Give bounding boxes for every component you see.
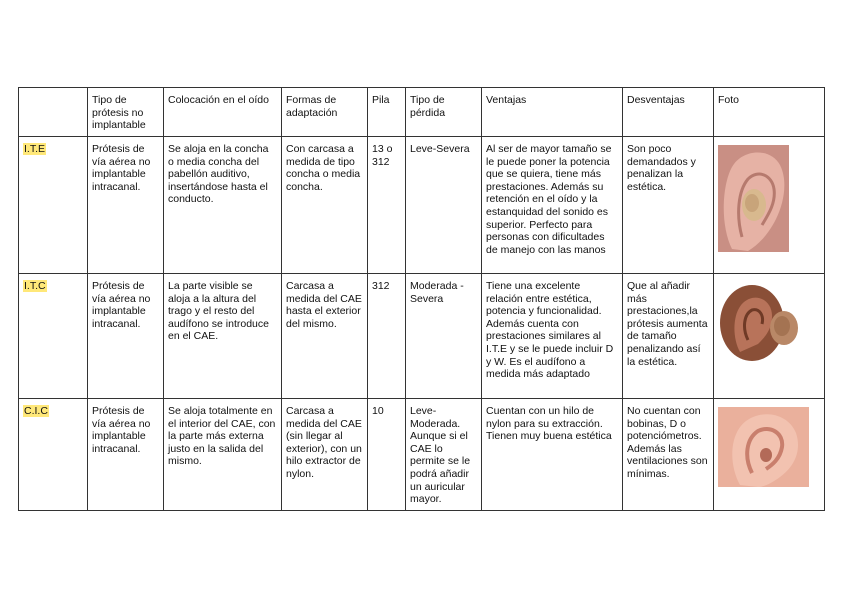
tipo-cell: Prótesis de vía aérea no implantable intracanal. — [88, 274, 164, 399]
foto-cell — [714, 274, 825, 399]
ventajas-cell: Cuentan con un hilo de nylon para su extracción. Tienen muy buena estética — [482, 399, 623, 511]
tipo-cell: Prótesis de vía aérea no implantable intracanal. — [88, 399, 164, 511]
desventajas-cell: Son poco demandados y penalizan la estética. — [623, 137, 714, 274]
type-cell — [19, 137, 88, 274]
ventajas-cell: Al ser de mayor tamaño se le puede poner la potencia que se quiera, tiene más prestaciones. Además su retención en el oído y la estanquidad del sonido es superior. Perfecto para personas con dificultades de manejo con las manos — [482, 137, 623, 274]
header-perdida: Tipo de pérdida — [406, 88, 482, 137]
type-cell — [19, 399, 88, 511]
type-label: I.T.C — [24, 280, 46, 292]
type-label: I.T.E — [24, 143, 46, 155]
ventajas-cell: Tiene una excelente relación entre estética, potencia y funcionalidad. Además cuenta con prestaciones similares al I.T.E y se le puede incluir D y W. Es el audífono a medida más adaptado — [482, 274, 623, 399]
colocacion-cell: Se aloja en la concha o media concha del pabellón auditivo, insertándose hasta el conducto. — [164, 137, 282, 274]
header-ventajas: Ventajas — [482, 88, 623, 137]
desventajas-cell: Que al añadir más prestaciones,la prótesis aumenta de tamaño penalizando así la estética. — [623, 274, 714, 399]
formas-cell: Carcasa a medida del CAE (sin llegar al exterior), con un hilo extractor de nylon. — [282, 399, 368, 511]
foto-cell — [714, 137, 825, 274]
type-label: C.I.C — [24, 405, 48, 417]
hearing-aid-itc-photo — [718, 282, 802, 364]
perdida-cell: Leve-Moderada. Aunque si el CAE lo permite se le podrá añadir un auricular mayor. — [406, 399, 482, 511]
hearing-aid-cic-photo — [718, 407, 809, 487]
pila-cell: 13 o 312 — [368, 137, 406, 274]
tipo-cell: Prótesis de vía aérea no implantable intracanal. — [88, 137, 164, 274]
colocacion-cell: Se aloja totalmente en el interior del CAE, con la parte más externa justo en la salida del mismo. — [164, 399, 282, 511]
table-row-ite — [19, 137, 825, 274]
desventajas-cell: No cuentan con bobinas, D o potenciómetros. Además las ventilaciones son mínimas. — [623, 399, 714, 511]
header-row — [19, 88, 825, 137]
type-cell — [19, 274, 88, 399]
header-empty — [19, 88, 88, 137]
table-row-itc — [19, 274, 825, 399]
header-colocacion: Colocación en el oído — [164, 88, 282, 137]
header-formas: Formas de adaptación — [282, 88, 368, 137]
colocacion-cell: La parte visible se aloja a la altura del trago y el resto del audífono se introduce en el CAE. — [164, 274, 282, 399]
header-foto: Foto — [714, 88, 825, 137]
table-row-cic — [19, 399, 825, 511]
hearing-aid-table — [18, 87, 825, 511]
pila-cell: 312 — [368, 274, 406, 399]
foto-cell — [714, 399, 825, 511]
formas-cell: Con carcasa a medida de tipo concha o media concha. — [282, 137, 368, 274]
formas-cell: Carcasa a medida del CAE hasta el exterior del mismo. — [282, 274, 368, 399]
perdida-cell: Leve-Severa — [406, 137, 482, 274]
perdida-cell: Moderada - Severa — [406, 274, 482, 399]
hearing-aid-ite-photo — [718, 145, 789, 252]
pila-cell: 10 — [368, 399, 406, 511]
header-tipo: Tipo de prótesis no implantable — [88, 88, 164, 137]
header-desventajas: Desventajas — [623, 88, 714, 137]
header-pila: Pila — [368, 88, 406, 137]
